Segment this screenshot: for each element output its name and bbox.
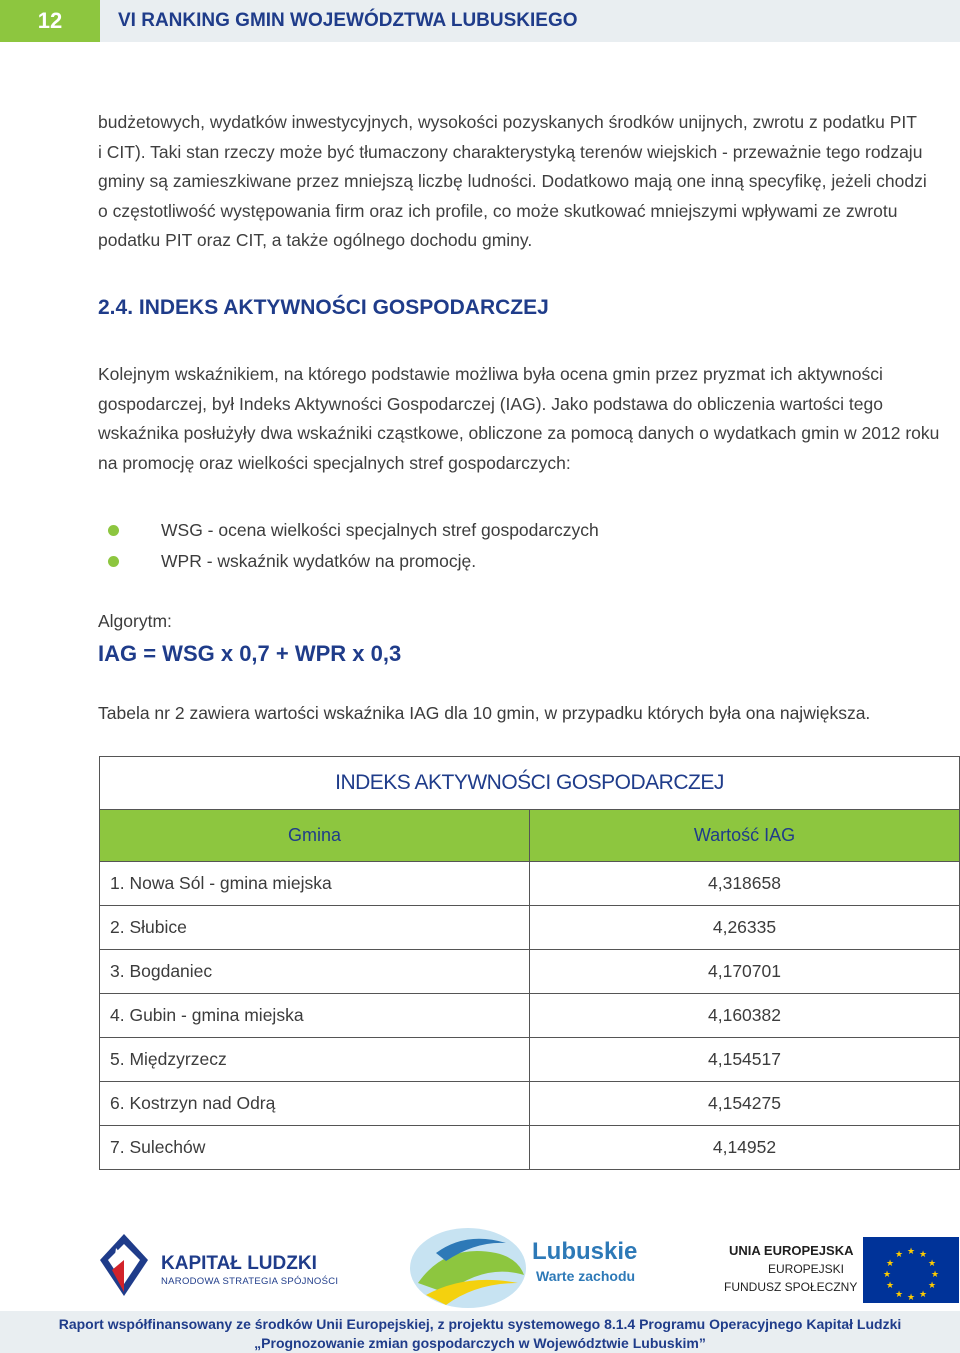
svg-text:★: ★: [906, 1247, 916, 1257]
cell-gmina: 5. Międzyrzecz: [100, 1038, 530, 1082]
svg-text:★: ★: [918, 1290, 928, 1300]
list-item: WSG - ocena wielkości specjalnych stref gospodarczych: [108, 515, 599, 546]
cell-gmina: 1. Nowa Sól - gmina miejska: [100, 862, 530, 906]
svg-text:★: ★: [885, 1281, 895, 1291]
sponsor-logos: [0, 1225, 960, 1315]
table-caption: Tabela nr 2 zawiera wartości wskaźnika IAG dla 10 gmin, w przypadku których była ona największa.: [98, 703, 871, 723]
svg-text:★: ★: [894, 1290, 904, 1300]
kapital-ludzki-title: KAPITAŁ LUDZKI: [161, 1253, 317, 1274]
section-heading: 2.4. INDEKS AKTYWNOŚCI GOSPODARCZEJ: [98, 296, 549, 319]
kapital-ludzki-subtitle: NARODOWA STRATEGIA SPÓJNOŚCI: [161, 1276, 339, 1287]
cell-gmina: 2. Słubice: [100, 906, 530, 950]
svg-text:★: ★: [927, 1281, 937, 1291]
page-footer: [0, 1311, 960, 1353]
cell-value: 4,26335: [530, 906, 960, 950]
section-line: gospodarczej, był Indeks Aktywności Gospodarczej (IAG). Jako podstawa do obliczenia wartości tego: [98, 393, 883, 414]
iag-formula: IAG = WSG x 0,7 + WPR x 0,3: [98, 641, 402, 666]
intro-line: o częstotliwość występowania firm oraz ich profile, co może skutkować mniejszymi wpływami ze zwrotu: [98, 200, 898, 221]
table-title: INDEKS AKTYWNOŚCI GOSPODARCZEJ: [100, 757, 960, 810]
eu-line-2: EUROPEJSKI: [768, 1262, 845, 1276]
cell-value: 4,14952: [530, 1126, 960, 1170]
page-header: [0, 0, 960, 42]
svg-text:★: ★: [906, 1293, 916, 1303]
intro-line: i CIT). Taki stan rzeczy może być tłumaczony charakterystyką terenów wiejskich - przeważnie tego rodzaju: [98, 141, 923, 162]
indicator-list: [108, 515, 599, 577]
cell-value: 4,160382: [530, 994, 960, 1038]
eu-line-3: FUNDUSZ SPOŁECZNY: [724, 1280, 858, 1294]
footer-line-2: „Prognozowanie zmian gospodarczych w Województwie Lubuskim”: [254, 1335, 706, 1351]
eu-line-1: UNIA EUROPEJSKA: [729, 1243, 854, 1258]
list-item: WPR - wskaźnik wydatków na promocję.: [108, 546, 599, 577]
lubuskie-title: Lubuskie: [532, 1238, 638, 1265]
iag-table: [99, 756, 960, 1170]
section-line: Kolejnym wskaźnikiem, na którego podstawie możliwa była ocena gmin przez pryzmat ich aktywności: [98, 364, 883, 384]
lubuskie-subtitle: Warte zachodu: [536, 1268, 636, 1284]
cell-gmina: 4. Gubin - gmina miejska: [100, 994, 530, 1038]
algorithm-label: Algorytm:: [98, 611, 172, 631]
table-row: [100, 1126, 960, 1170]
section-line: wskaźnika posłużyły dwa wskaźniki cząstkowe, obliczone za pomocą danych o wydatkach gmin w 2012 roku: [98, 423, 940, 443]
bullet-dot-icon: [108, 525, 119, 536]
cell-gmina: 7. Sulechów: [100, 1126, 530, 1170]
column-header-gmina: Gmina: [100, 810, 530, 862]
table-row: [100, 1082, 960, 1126]
lubuskie-logo-icon: [406, 1223, 536, 1313]
eu-flag-icon: [863, 1237, 959, 1303]
table-row: [100, 994, 960, 1038]
svg-text:★: ★: [885, 1259, 895, 1269]
table-row: [100, 1038, 960, 1082]
cell-gmina: 6. Kostrzyn nad Odrą: [100, 1082, 530, 1126]
cell-value: 4,170701: [530, 950, 960, 994]
intro-line: budżetowych, wydatków inwestycyjnych, wysokości pozyskanych środków unijnych, zwrotu z podatku PIT: [98, 112, 917, 132]
section-line: na promocję oraz wielkości specjalnych stref gospodarczych:: [98, 452, 571, 473]
bullet-dot-icon: [108, 556, 119, 567]
footer-line-1: Raport współfinansowany ze środków Unii Europejskiej, z projektu systemowego 8.1.4 Programu Operacyjnego Kapitał Ludzki: [58, 1316, 902, 1332]
cell-gmina: 3. Bogdaniec: [100, 950, 530, 994]
table-row: [100, 950, 960, 994]
table-row: [100, 862, 960, 906]
page-number: 12: [0, 0, 100, 42]
svg-text:★: ★: [894, 1250, 904, 1260]
intro-line: gminy są zamieszkiwane przez mniejszą liczbę ludności. Dodatkowo mają one inną specyfikę, jeżeli chodzi: [98, 171, 927, 191]
cell-value: 4,318658: [530, 862, 960, 906]
running-title: VI RANKING GMIN WOJEWÓDZTWA LUBUSKIEGO: [118, 10, 578, 31]
svg-text:★: ★: [918, 1250, 928, 1260]
svg-text:★: ★: [930, 1270, 940, 1280]
svg-text:★: ★: [882, 1270, 892, 1280]
cell-value: 4,154275: [530, 1082, 960, 1126]
svg-text:★: ★: [927, 1259, 937, 1269]
intro-line: podatku PIT oraz CIT, a także ogólnego dochodu gminy.: [98, 230, 533, 250]
table-row: [100, 906, 960, 950]
column-header-value: Wartość IAG: [530, 810, 960, 862]
cell-value: 4,154517: [530, 1038, 960, 1082]
kapital-ludzki-logo-icon: [98, 1230, 150, 1300]
